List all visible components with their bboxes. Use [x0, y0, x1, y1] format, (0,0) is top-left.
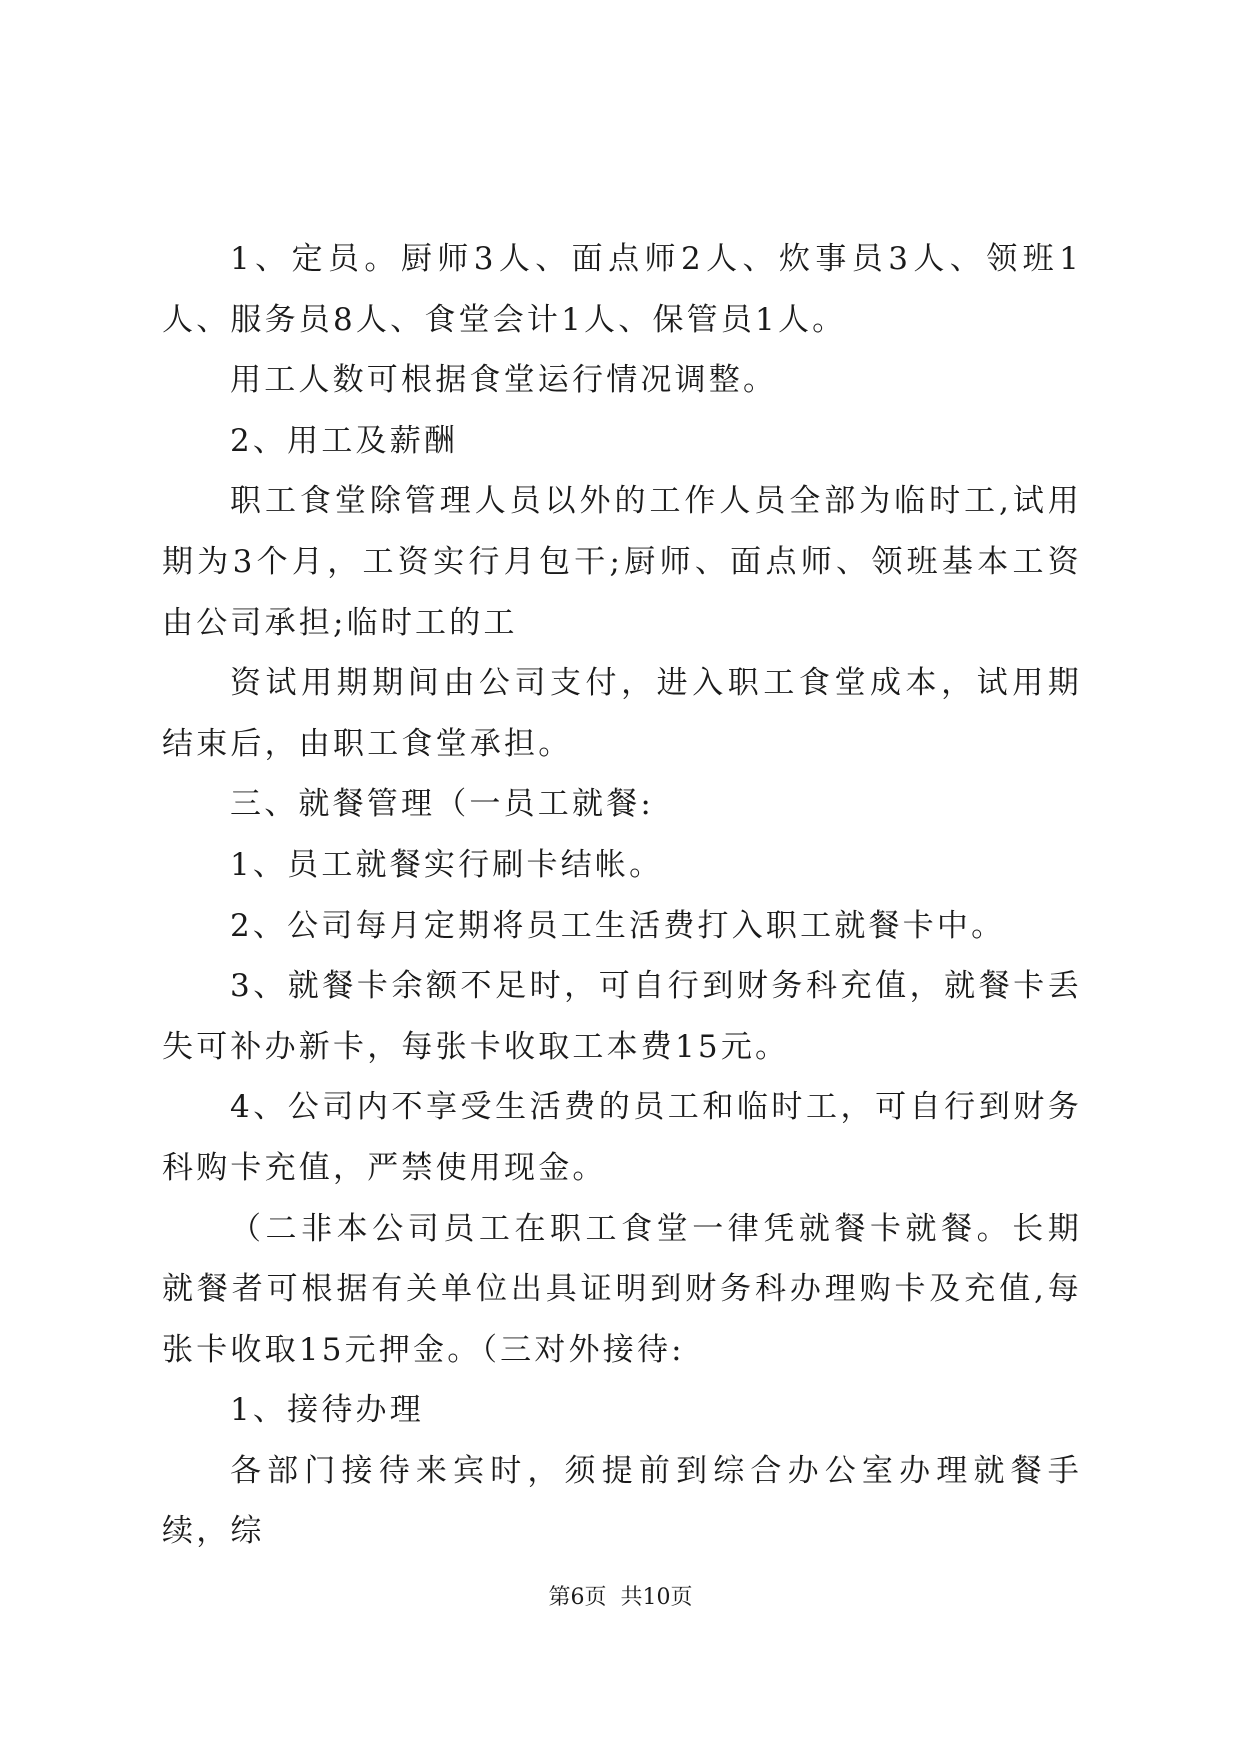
page-footer	[0, 1583, 1241, 1613]
page-total: 共10页	[620, 1585, 693, 1610]
paragraph-staffing: 1、定员。厨师3人、面点师2人、炊事员3人、领班1人、服务员8人、食堂会计1人、保管员1人。	[162, 241, 1082, 338]
paragraph-no-cash: 4、公司内不享受生活费的员工和临时工，可自行到财务科购卡充值，严禁使用现金。	[162, 1089, 1082, 1186]
paragraph-card-recharge: 3、就餐卡余额不足时，可自行到财务科充值，就餐卡丢失可补办新卡，每张卡收取工本费15元。	[162, 968, 1082, 1065]
paragraph-trial-wages: 资试用期期间由公司支付，进入职工食堂成本，试用期结束后，由职工食堂承担。	[162, 665, 1082, 762]
paragraph-non-employees: （二非本公司员工在职工食堂一律凭就餐卡就餐。长期就餐者可根据有关单位出具证明到财务科办理购卡及充值,每张卡收取15元押金。（三对外接待:	[162, 1210, 1082, 1368]
paragraph-heading-dining: 三、就餐管理（一员工就餐:	[230, 786, 655, 823]
paragraph-card-payment: 1、员工就餐实行刷卡结帐。	[230, 846, 664, 883]
paragraph-monthly-allowance: 2、公司每月定期将员工生活费打入职工就餐卡中。	[230, 907, 1006, 944]
document-body	[162, 229, 1082, 1562]
paragraph-heading-employment: 2、用工及薪酬	[230, 422, 459, 459]
page-number: 第6页	[548, 1585, 607, 1610]
paragraph-employment-terms: 职工食堂除管理人员以外的工作人员全部为临时工,试用期为3个月，工资实行月包干;厨师、面点师、领班基本工资由公司承担;临时工的工	[162, 483, 1082, 641]
paragraph-staff-adjust: 用工人数可根据食堂运行情况调整。	[230, 362, 778, 399]
paragraph-reception-procedure: 各部门接待来宾时，须提前到综合办公室办理就餐手续，综	[162, 1452, 1082, 1550]
paragraph-heading-reception: 1、接待办理	[230, 1392, 424, 1429]
